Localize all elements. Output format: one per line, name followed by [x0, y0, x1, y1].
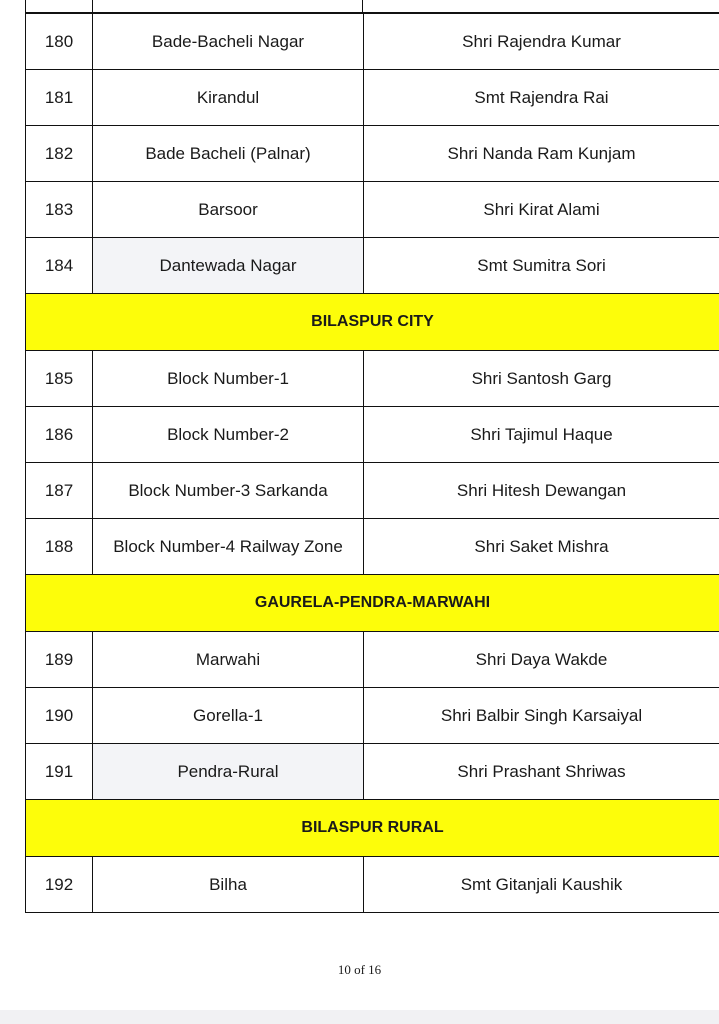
serial-cell: 181	[26, 70, 93, 125]
name-cell: Shri Balbir Singh Karsaiyal	[440, 705, 643, 725]
constituency-cell: Pendra-Rural	[93, 744, 364, 799]
page-number: 10 of 16	[337, 962, 382, 977]
section-header-bilaspur-city: BILASPUR CITY	[25, 294, 719, 351]
serial-cell: 180	[26, 14, 93, 69]
name-cell: Shri Santosh Garg	[471, 368, 612, 388]
officials-table	[25, 12, 719, 913]
name-cell: Shri Hitesh Dewangan	[456, 480, 627, 500]
serial-cell: 188	[26, 519, 93, 574]
table-row	[25, 126, 719, 182]
viewer-bottom-strip	[0, 1010, 719, 1024]
serial-cell: 192	[26, 857, 93, 912]
stub-line	[362, 0, 363, 12]
serial-cell: 189	[26, 632, 93, 687]
table-row	[25, 182, 719, 238]
serial-cell: 185	[26, 351, 93, 406]
constituency-cell: Marwahi	[93, 632, 364, 687]
name-cell: Shri Saket Mishra	[474, 536, 609, 556]
table-row	[25, 744, 719, 800]
constituency-cell: Gorella-1	[93, 688, 364, 743]
table-row	[25, 407, 719, 463]
constituency-cell: Bilha	[93, 857, 364, 912]
name-cell: Smt Sumitra Sori	[477, 255, 606, 275]
serial-cell: 190	[26, 688, 93, 743]
constituency-cell: Bade-Bacheli Nagar	[93, 14, 364, 69]
constituency-cell: Bade Bacheli (Palnar)	[93, 126, 364, 181]
table-top-stub	[25, 0, 719, 12]
name-cell: Shri Prashant Shriwas	[457, 761, 626, 781]
constituency-cell: Dantewada Nagar	[93, 238, 364, 293]
constituency-cell: Block Number-3 Sarkanda	[93, 463, 364, 518]
serial-cell: 182	[26, 126, 93, 181]
name-cell: Shri Kirat Alami	[483, 199, 600, 219]
table-row	[25, 70, 719, 126]
name-cell: Shri Tajimul Haque	[470, 424, 613, 444]
stub-line	[25, 0, 26, 12]
table-row	[25, 688, 719, 744]
stub-line	[92, 0, 93, 12]
name-cell: Smt Rajendra Rai	[474, 87, 609, 107]
table-row	[25, 238, 719, 294]
name-cell: Shri Daya Wakde	[475, 649, 608, 669]
table-row	[25, 14, 719, 70]
constituency-cell: Block Number-4 Railway Zone	[93, 519, 364, 574]
serial-cell: 191	[26, 744, 93, 799]
name-cell: Smt Gitanjali Kaushik	[460, 874, 623, 894]
name-cell: Shri Rajendra Kumar	[462, 31, 621, 51]
serial-cell: 183	[26, 182, 93, 237]
serial-cell: 186	[26, 407, 93, 462]
serial-cell: 184	[26, 238, 93, 293]
section-header-gaurela-pendra-marwahi: GAURELA-PENDRA-MARWAHI	[25, 575, 719, 632]
table-row	[25, 857, 719, 913]
constituency-cell: Barsoor	[93, 182, 364, 237]
constituency-cell: Block Number-2	[93, 407, 364, 462]
table-row	[25, 463, 719, 519]
constituency-cell: Kirandul	[93, 70, 364, 125]
section-header-bilaspur-rural: BILASPUR RURAL	[25, 800, 719, 857]
serial-cell: 187	[26, 463, 93, 518]
table-row	[25, 351, 719, 407]
constituency-cell: Block Number-1	[93, 351, 364, 406]
table-row	[25, 632, 719, 688]
table-row	[25, 519, 719, 575]
name-cell: Shri Nanda Ram Kunjam	[447, 143, 636, 163]
